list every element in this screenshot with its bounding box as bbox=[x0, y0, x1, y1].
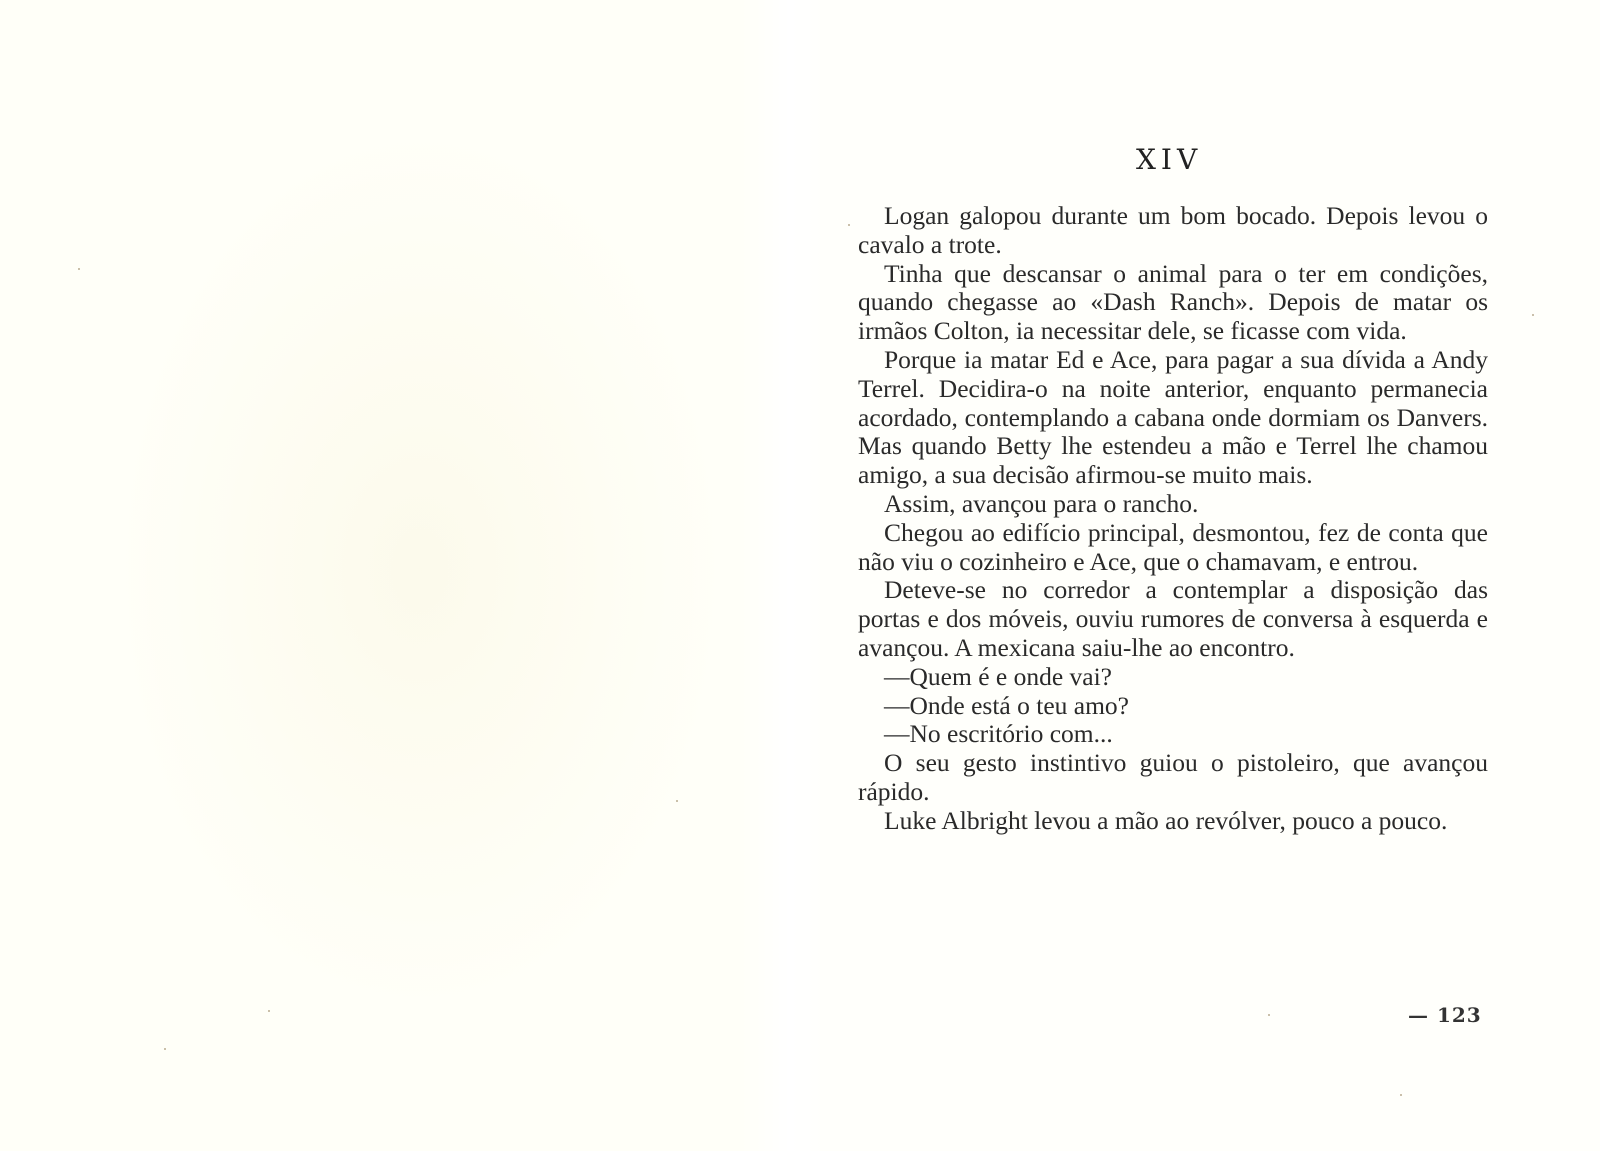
paragraph: Assim, avançou para o rancho. bbox=[884, 488, 1199, 518]
chapter-heading: XIV bbox=[1136, 143, 1203, 176]
paragraph: Tinha que descansar o animal para o ter em condições, quando chegasse ao «Dash Ranch». Depois de matar os irmãos Colton, ia necessitar dele, se ficasse com vida. bbox=[858, 258, 1488, 346]
dust-speck bbox=[676, 800, 678, 802]
dialogue-line: —Quem é e onde vai? bbox=[884, 661, 1112, 691]
paragraph: Chegou ao edifício principal, desmontou, fez de conta que não viu o cozinheiro e Ace, que o chamavam, e entrou. bbox=[858, 517, 1488, 576]
left-page bbox=[0, 0, 760, 1151]
dust-speck bbox=[1532, 314, 1534, 316]
left-page-show-through bbox=[110, 120, 730, 1020]
page-body bbox=[858, 202, 1488, 836]
paragraph: O seu gesto instintivo guiou o pistoleiro, que avançou rápido. bbox=[858, 748, 1488, 806]
dust-speck bbox=[164, 1048, 166, 1050]
dust-speck bbox=[1400, 1094, 1402, 1096]
paragraph: Logan galopou durante um bom bocado. Depois levou o cavalo a trote. bbox=[858, 201, 1488, 259]
dialogue-line: —Onde está o teu amo? bbox=[884, 690, 1130, 720]
dialogue-line: —No escritório com... bbox=[884, 719, 1113, 749]
dust-speck bbox=[1268, 1014, 1270, 1016]
dust-speck bbox=[848, 224, 850, 226]
paragraph: Porque ia matar Ed e Ace, para pagar a sua dívida a Andy Terrel. Decidira-o na noite anterior, enquanto permanecia acordado, contemplando a cabana onde dormiam os Danvers. Mas quando Betty lhe estendeu a mão e Terrel lhe chamou amigo, a sua decisão afirmou-se muito mais. bbox=[858, 344, 1488, 490]
paragraph: Luke Albright levou a mão ao revólver, pouco a pouco. bbox=[884, 805, 1448, 835]
paragraph: Deteve-se no corredor a contemplar a disposição das portas e dos móveis, ouviu rumores de conversa à esquerda e avançou. A mexicana saiu-lhe ao encontro. bbox=[858, 575, 1488, 662]
page-number: — 123 bbox=[1408, 1003, 1482, 1027]
dust-speck bbox=[268, 1010, 270, 1012]
dust-speck bbox=[78, 268, 80, 270]
